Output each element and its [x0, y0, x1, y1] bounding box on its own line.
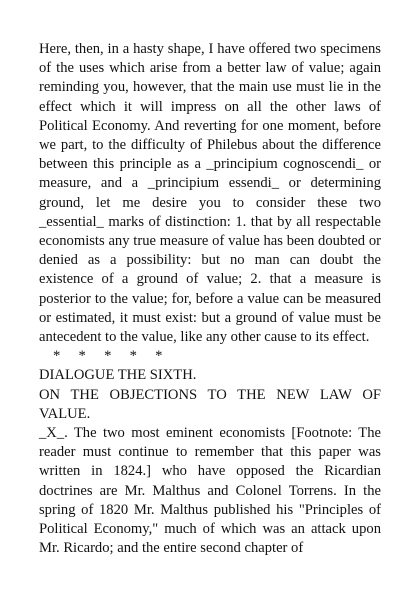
chapter-title: DIALOGUE THE SIXTH. — [39, 367, 197, 384]
section-separator: * * * * * — [53, 348, 163, 365]
paragraph-closing-dialogue-five: Here, then, in a hasty shape, I have offered two specimens of the uses which arise from a better law of value; again reminding you, however, that the main use must lie in the effect which it will impress on all the other laws of Political Economy. And reverting for one moment, before we part, to the difficulty of Philebus about the difference between this principle as a _principium cognoscendi_ or measure, and a _principium essendi_ or determining ground, let me desire you to consider these two _essential_ marks of distinction: 1. that by all respectable economists any true measure of value has been doubted or denied as a possibility: but no man can doubt the existence of a ground of value; 2. that a measure is posterior to the value; for, before a value can be measured or estimated, it must exist: but a ground of value must be antecedent to the value, like any other cause to its effect. — [39, 41, 381, 346]
chapter-subtitle: ON THE OBJECTIONS TO THE NEW LAW OF VALUE. — [39, 386, 381, 422]
document-page — [39, 40, 381, 558]
paragraph-opening-dialogue-six: _X_. The two most eminent economists [Footnote: The reader must continue to remember that this paper was written in 1824.] who have opposed the Ricardian doctrines are Mr. Malthus and Colonel Torrens. In the spring of 1820 Mr. Malthus published his "Principles of Political Economy," much of which was an attack upon Mr. Ricardo; and the entire second chapter of — [39, 425, 381, 557]
